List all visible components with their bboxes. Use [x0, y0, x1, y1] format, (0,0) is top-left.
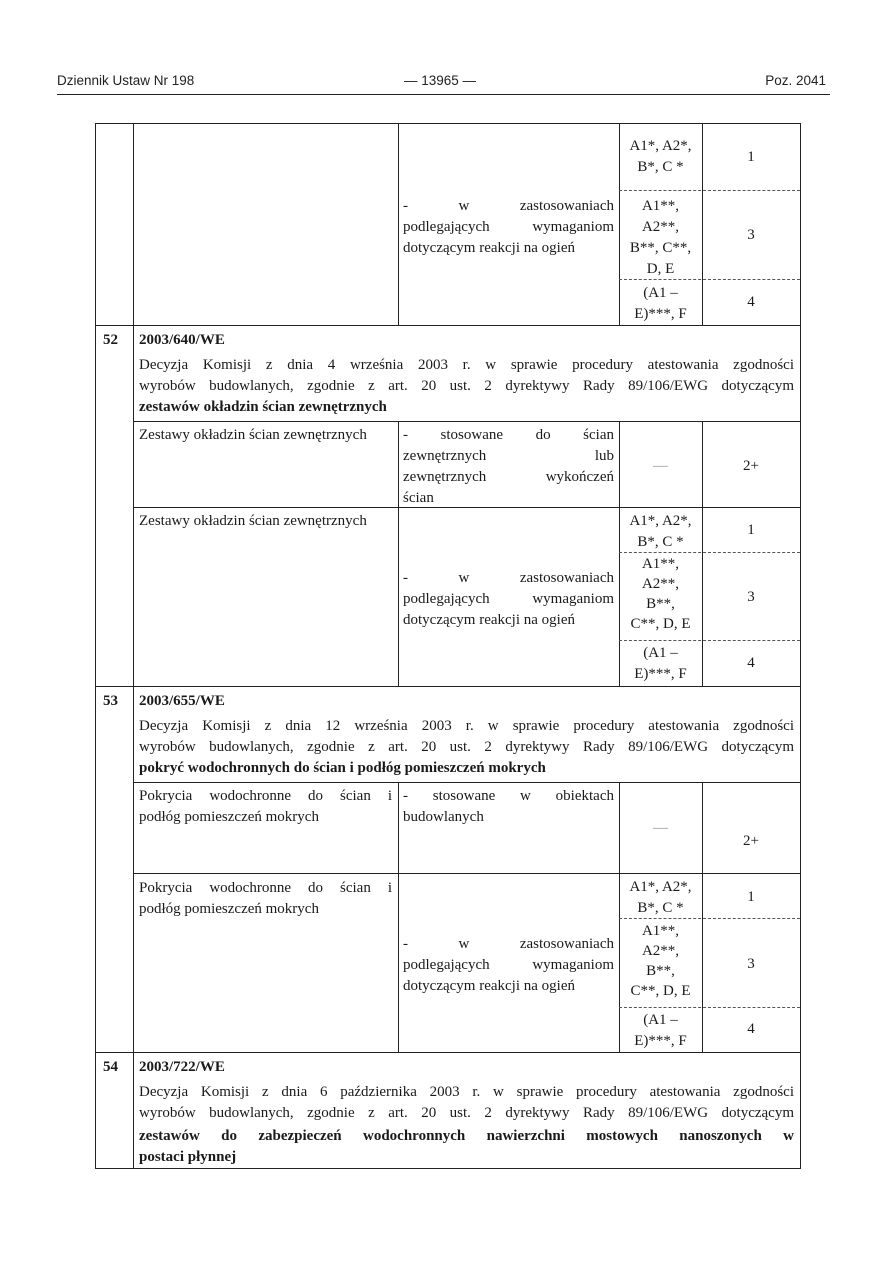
system-cell: 1: [747, 522, 755, 538]
class-line: A2**,: [641, 943, 680, 959]
product-line: Pokrycia wodochronne do ścian i: [139, 788, 392, 804]
class-cell: —: [653, 820, 668, 836]
use-line: zewnętrznych wykończeń: [403, 469, 614, 485]
row-divider: [133, 782, 801, 783]
system-cell: 4: [747, 294, 755, 310]
class-line: A2**,: [641, 219, 680, 235]
system-cell: 1: [747, 889, 755, 905]
use-line: budowlanych: [403, 809, 484, 825]
header-rule: [57, 94, 830, 95]
product-line: podłóg pomieszczeń mokrych: [139, 809, 319, 825]
class-line: D, E: [646, 261, 675, 277]
use-line: ścian: [403, 490, 434, 506]
table-border-left: [95, 123, 96, 1169]
subrow-divider: [619, 1007, 800, 1008]
class-cell: [619, 877, 702, 919]
directive-code: 2003/722/WE: [139, 1059, 225, 1075]
class-cell: [619, 136, 702, 178]
entry-number: 54: [103, 1059, 118, 1075]
decision-description-line: Decyzja Komisji z dnia 6 października 2003 r. w sprawie procedury atestowania zgodności: [139, 1084, 794, 1100]
product-cell: Zestawy okładzin ścian zewnętrznych: [139, 513, 367, 529]
system-cell: 4: [747, 655, 755, 671]
class-line: B**,: [646, 963, 675, 979]
class-line: A1*, A2*,: [629, 879, 692, 895]
position-number: Poz. 2041: [765, 73, 826, 88]
system-cell: 2+: [743, 458, 759, 474]
column-divider: [398, 782, 399, 1052]
row-divider: [95, 325, 801, 326]
row-divider: [133, 421, 801, 422]
column-divider: [398, 123, 399, 325]
directive-code: 2003/655/WE: [139, 693, 225, 709]
system-cell: 4: [747, 1021, 755, 1037]
class-line: A1**,: [641, 198, 680, 214]
use-line: zewnętrznych lub: [403, 448, 614, 464]
class-line: (A1 –: [643, 645, 678, 661]
decision-description-line: Decyzja Komisji z dnia 12 września 2003 r. w sprawie procedury atestowania zgodności: [139, 718, 794, 734]
class-line: C**, D, E: [630, 983, 691, 999]
class-line: B*, C *: [637, 159, 684, 175]
decision-description-line: wyrobów budowlanych, zgodnie z art. 20 ust. 2 dyrektywy Rady 89/106/EWG dotyczącym: [139, 1105, 794, 1121]
class-line: E)***, F: [634, 1033, 687, 1049]
class-line: E)***, F: [634, 306, 687, 322]
product-line: Pokrycia wodochronne do ścian i: [139, 880, 392, 896]
number-column-divider: [133, 123, 134, 1169]
table-border-bottom: [95, 1168, 801, 1169]
class-line: A1*, A2*,: [629, 138, 692, 154]
use-line: dotyczącym reakcji na ogień: [403, 612, 576, 628]
use-line: - w zastosowaniach: [403, 936, 614, 952]
decision-description-line: wyrobów budowlanych, zgodnie z art. 20 ust. 2 dyrektywy Rady 89/106/EWG dotyczącym: [139, 739, 794, 755]
class-cell: [619, 196, 702, 280]
class-cell: [619, 1010, 702, 1052]
class-cell: [619, 921, 702, 1001]
class-line: B**,: [646, 596, 675, 612]
column-divider: [702, 782, 703, 1052]
system-cell: 3: [747, 227, 755, 243]
class-line: A1**,: [641, 556, 680, 572]
column-divider: [398, 421, 399, 686]
class-cell: —: [653, 458, 668, 474]
class-cell: [619, 643, 702, 685]
product-line: podłóg pomieszczeń mokrych: [139, 901, 319, 917]
product-group-title: zestawów do zabezpieczeń wodochronnych nawierzchni mostowych nanoszonych w: [139, 1128, 794, 1144]
product-group-title: postaci płynnej: [139, 1149, 237, 1165]
system-cell: 3: [747, 956, 755, 972]
table-border-top: [95, 123, 801, 124]
class-cell: [619, 283, 702, 325]
class-line: (A1 –: [643, 285, 678, 301]
class-line: A2**,: [641, 576, 680, 592]
row-divider: [133, 873, 801, 874]
class-line: E)***, F: [634, 666, 687, 682]
class-line: (A1 –: [643, 1012, 678, 1028]
use-line: - stosowane do ścian: [403, 427, 614, 443]
decision-description-line: Decyzja Komisji z dnia 4 września 2003 r. w sprawie procedury atestowania zgodności: [139, 357, 794, 373]
entry-number: 53: [103, 693, 118, 709]
class-line: B**, C**,: [629, 240, 692, 256]
class-cell: [619, 511, 702, 553]
subrow-divider: [619, 640, 800, 641]
use-line: - w zastosowaniach: [403, 570, 614, 586]
system-cell: 1: [747, 149, 755, 165]
class-cell: [619, 554, 702, 634]
use-line: podlegających wymaganiom: [403, 591, 614, 607]
row-divider: [95, 686, 801, 687]
class-line: A1*, A2*,: [629, 513, 692, 529]
class-line: B*, C *: [637, 900, 684, 916]
class-line: B*, C *: [637, 534, 684, 550]
table-border-right: [800, 123, 801, 1169]
row-divider: [95, 1052, 801, 1053]
use-line: dotyczącym reakcji na ogień: [403, 978, 576, 994]
system-cell: 2+: [743, 833, 759, 849]
use-line: - stosowane w obiektach: [403, 788, 614, 804]
journal-title: Dziennik Ustaw Nr 198: [57, 73, 195, 88]
decision-description-line: wyrobów budowlanych, zgodnie z art. 20 ust. 2 dyrektywy Rady 89/106/EWG dotyczącym: [139, 378, 794, 394]
page-number: — 13965 —: [403, 73, 477, 88]
use-line: podlegających wymaganiom: [403, 957, 614, 973]
directive-code: 2003/640/WE: [139, 332, 225, 348]
product-group-title: pokryć wodochronnych do ścian i podłóg pomieszczeń mokrych: [139, 760, 546, 776]
class-line: A1**,: [641, 923, 680, 939]
entry-number: 52: [103, 332, 118, 348]
row-divider: [133, 507, 801, 508]
product-cell: Zestawy okładzin ścian zewnętrznych: [139, 427, 367, 443]
system-cell: 3: [747, 589, 755, 605]
subrow-divider: [619, 190, 800, 191]
class-line: C**, D, E: [630, 616, 691, 632]
product-group-title: zestawów okładzin ścian zewnętrznych: [139, 399, 387, 415]
application-cell: - w zastosowaniach podlegających wymaganiom dotyczącym reakcji na ogień: [403, 198, 614, 256]
